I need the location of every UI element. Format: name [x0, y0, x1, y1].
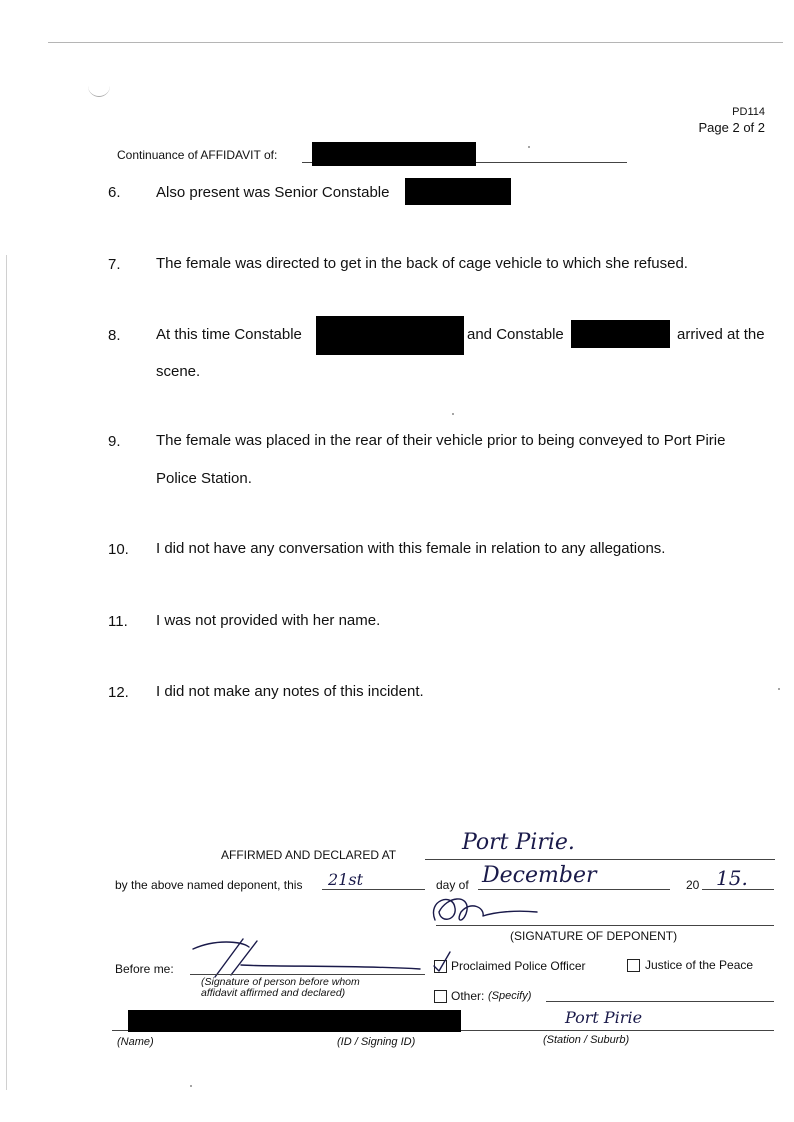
para-9-number: 9.	[108, 433, 121, 450]
top-rule	[48, 42, 783, 43]
day-line	[322, 889, 425, 890]
para-10-text: I did not have any conversation with this female in relation to any allegations.	[156, 540, 666, 557]
scan-edge-line	[6, 255, 7, 1090]
day-handwritten: 21st	[328, 870, 363, 889]
para-9-text-2: Police Station.	[156, 470, 252, 487]
scan-mark	[88, 84, 110, 97]
affirmed-place-handwritten: Port Pirie.	[462, 830, 575, 855]
witness-caption-1: (Signature of person before whom	[201, 976, 360, 988]
year-prefix: 20	[686, 878, 700, 892]
scan-speck	[528, 146, 530, 148]
para-12-text: I did not make any notes of this incident.	[156, 683, 424, 700]
justice-of-peace-checkbox[interactable]	[627, 959, 640, 972]
name-caption: (Name)	[117, 1036, 154, 1048]
scan-speck	[190, 1085, 192, 1087]
continuance-label: Continuance of AFFIDAVIT of:	[117, 148, 278, 162]
para-8-text-c: arrived at the	[677, 326, 765, 343]
para-11-text: I was not provided with her name.	[156, 612, 381, 629]
para-11-number: 11.	[108, 613, 128, 630]
other-checkbox[interactable]	[434, 990, 447, 1003]
scan-speck	[452, 413, 454, 415]
affirmed-place-line	[425, 859, 775, 860]
station-handwritten: Port Pirie	[565, 1008, 643, 1027]
check-mark-icon	[430, 950, 452, 974]
para-8-text-d: scene.	[156, 363, 201, 380]
para-7-number: 7.	[108, 256, 121, 273]
para-8-text-a: At this time Constable	[156, 326, 302, 343]
para-9-text: The female was placed in the rear of their vehicle prior to being conveyed to Port Pirie	[156, 432, 726, 449]
other-specify: (Specify)	[488, 990, 532, 1002]
month-handwritten: December	[482, 863, 597, 888]
para-7-text: The female was directed to get in the back of cage vehicle to which she refused.	[156, 255, 688, 272]
deponent-signature-caption: (SIGNATURE OF DEPONENT)	[510, 929, 678, 943]
redaction-block	[128, 1010, 461, 1032]
station-caption: (Station / Suburb)	[543, 1034, 630, 1046]
day-of-label: day of	[436, 878, 469, 892]
witness-caption-2: affidavit affirmed and declared)	[201, 987, 346, 999]
deponent-label: by the above named deponent, this	[115, 878, 303, 892]
before-me-label: Before me:	[115, 962, 174, 976]
redaction-block	[312, 142, 476, 166]
justice-of-peace-label: Justice of the Peace	[645, 958, 754, 972]
redaction-block	[571, 320, 670, 348]
para-6-text: Also present was Senior Constable	[156, 184, 390, 201]
proclaimed-officer-label: Proclaimed Police Officer	[451, 959, 586, 973]
para-8-text-b: and Constable	[467, 326, 564, 343]
para-10-number: 10.	[108, 541, 129, 558]
other-specify-line	[546, 1001, 774, 1002]
scan-speck	[778, 688, 780, 690]
year-handwritten: 15.	[716, 866, 748, 890]
form-code: PD114	[732, 106, 765, 118]
affirmed-label: AFFIRMED AND DECLARED AT	[221, 848, 397, 862]
redaction-block	[405, 178, 511, 205]
page-number: Page 2 of 2	[698, 120, 765, 135]
deponent-signature	[425, 890, 555, 930]
para-12-number: 12.	[108, 684, 129, 701]
para-6-number: 6.	[108, 184, 121, 201]
witness-signature-line	[190, 974, 425, 975]
id-caption: (ID / Signing ID)	[337, 1036, 416, 1048]
other-label: Other:	[451, 989, 485, 1003]
para-8-number: 8.	[108, 327, 121, 344]
redaction-block	[316, 316, 464, 355]
deponent-signature-line	[436, 925, 774, 926]
